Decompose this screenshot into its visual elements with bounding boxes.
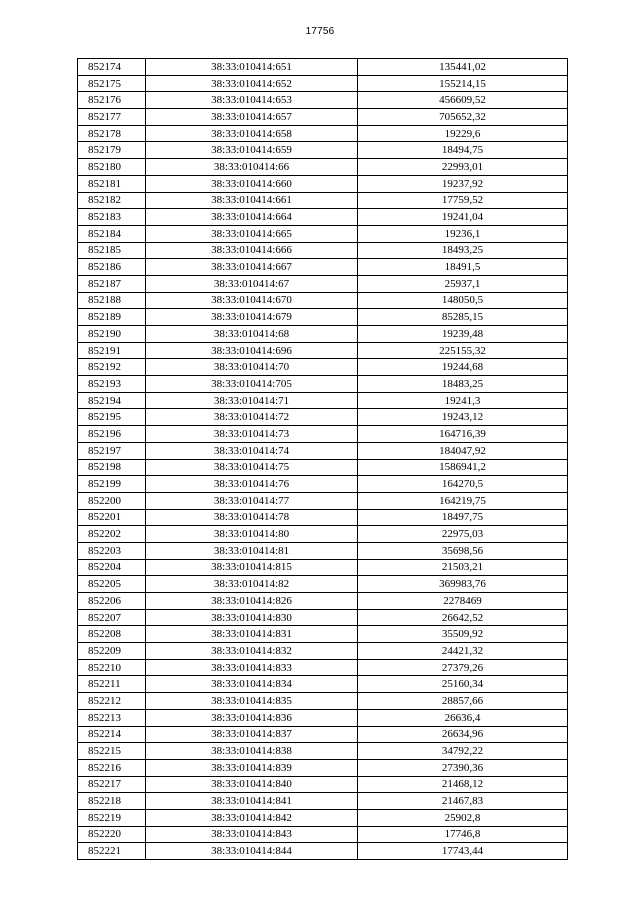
cadastral-number-cell: 38:33:010414:844	[146, 843, 358, 860]
value-cell: 27390,36	[358, 759, 568, 776]
value-cell: 155214,15	[358, 75, 568, 92]
value-cell: 35698,56	[358, 542, 568, 559]
table-row	[78, 542, 568, 559]
row-number-cell: 852192	[78, 359, 146, 376]
cadastral-number-cell: 38:33:010414:830	[146, 609, 358, 626]
row-number-cell: 852177	[78, 109, 146, 126]
table-row	[78, 159, 568, 176]
row-number-cell: 852191	[78, 342, 146, 359]
table-row	[78, 275, 568, 292]
table-row	[78, 59, 568, 76]
table-row	[78, 492, 568, 509]
row-number-cell: 852212	[78, 693, 146, 710]
value-cell: 26636,4	[358, 709, 568, 726]
row-number-cell: 852193	[78, 376, 146, 393]
value-cell: 19229,6	[358, 125, 568, 142]
table-row	[78, 809, 568, 826]
table-row	[78, 843, 568, 860]
cadastral-number-cell: 38:33:010414:68	[146, 326, 358, 343]
value-cell: 85285,15	[358, 309, 568, 326]
table-row	[78, 209, 568, 226]
table-row	[78, 242, 568, 259]
table-row	[78, 476, 568, 493]
cadastral-number-cell: 38:33:010414:836	[146, 709, 358, 726]
row-number-cell: 852216	[78, 759, 146, 776]
row-number-cell: 852203	[78, 542, 146, 559]
table-body	[78, 59, 568, 860]
table-row	[78, 626, 568, 643]
cadastral-number-cell: 38:33:010414:843	[146, 826, 358, 843]
cadastral-number-cell: 38:33:010414:838	[146, 743, 358, 760]
table-row	[78, 75, 568, 92]
row-number-cell: 852207	[78, 609, 146, 626]
value-cell: 19239,48	[358, 326, 568, 343]
cadastral-number-cell: 38:33:010414:73	[146, 426, 358, 443]
cadastral-number-cell: 38:33:010414:67	[146, 275, 358, 292]
value-cell: 35509,92	[358, 626, 568, 643]
row-number-cell: 852184	[78, 225, 146, 242]
row-number-cell: 852182	[78, 192, 146, 209]
cadastral-number-cell: 38:33:010414:835	[146, 693, 358, 710]
value-cell: 25902,8	[358, 809, 568, 826]
cadastral-number-cell: 38:33:010414:670	[146, 292, 358, 309]
value-cell: 19236,1	[358, 225, 568, 242]
row-number-cell: 852187	[78, 275, 146, 292]
cadastral-number-cell: 38:33:010414:826	[146, 593, 358, 610]
table-row	[78, 559, 568, 576]
row-number-cell: 852188	[78, 292, 146, 309]
row-number-cell: 852204	[78, 559, 146, 576]
table-row	[78, 175, 568, 192]
value-cell: 2278469	[358, 593, 568, 610]
cadastral-number-cell: 38:33:010414:837	[146, 726, 358, 743]
row-number-cell: 852217	[78, 776, 146, 793]
table-row	[78, 676, 568, 693]
row-number-cell: 852174	[78, 59, 146, 76]
row-number-cell: 852181	[78, 175, 146, 192]
value-cell: 17759,52	[358, 192, 568, 209]
row-number-cell: 852221	[78, 843, 146, 860]
cadastral-number-cell: 38:33:010414:75	[146, 459, 358, 476]
row-number-cell: 852198	[78, 459, 146, 476]
row-number-cell: 852205	[78, 576, 146, 593]
table-row	[78, 259, 568, 276]
table-row	[78, 693, 568, 710]
cadastral-number-cell: 38:33:010414:80	[146, 526, 358, 543]
cadastral-number-cell: 38:33:010414:665	[146, 225, 358, 242]
value-cell: 18497,75	[358, 509, 568, 526]
table-row	[78, 309, 568, 326]
table-row	[78, 192, 568, 209]
row-number-cell: 852190	[78, 326, 146, 343]
table-row	[78, 142, 568, 159]
table-row	[78, 826, 568, 843]
cadastral-number-cell: 38:33:010414:658	[146, 125, 358, 142]
cadastral-number-cell: 38:33:010414:659	[146, 142, 358, 159]
value-cell: 18493,25	[358, 242, 568, 259]
value-cell: 26642,52	[358, 609, 568, 626]
row-number-cell: 852211	[78, 676, 146, 693]
table-row	[78, 576, 568, 593]
table-row	[78, 659, 568, 676]
row-number-cell: 852201	[78, 509, 146, 526]
row-number-cell: 852194	[78, 392, 146, 409]
value-cell: 225155,32	[358, 342, 568, 359]
cadastral-number-cell: 38:33:010414:81	[146, 542, 358, 559]
value-cell: 18483,25	[358, 376, 568, 393]
cadastral-number-cell: 38:33:010414:831	[146, 626, 358, 643]
row-number-cell: 852196	[78, 426, 146, 443]
row-number-cell: 852178	[78, 125, 146, 142]
table-row	[78, 526, 568, 543]
value-cell: 21467,83	[358, 793, 568, 810]
value-cell: 24421,32	[358, 643, 568, 660]
row-number-cell: 852185	[78, 242, 146, 259]
cadastral-number-cell: 38:33:010414:71	[146, 392, 358, 409]
cadastral-number-cell: 38:33:010414:660	[146, 175, 358, 192]
table-row	[78, 392, 568, 409]
row-number-cell: 852179	[78, 142, 146, 159]
row-number-cell: 852183	[78, 209, 146, 226]
value-cell: 19241,3	[358, 392, 568, 409]
cadastral-number-cell: 38:33:010414:661	[146, 192, 358, 209]
row-number-cell: 852189	[78, 309, 146, 326]
value-cell: 184047,92	[358, 442, 568, 459]
table-row	[78, 509, 568, 526]
value-cell: 22993,01	[358, 159, 568, 176]
table-row	[78, 109, 568, 126]
value-cell: 148050,5	[358, 292, 568, 309]
table-row	[78, 225, 568, 242]
table-row	[78, 409, 568, 426]
cadastral-number-cell: 38:33:010414:842	[146, 809, 358, 826]
value-cell: 164219,75	[358, 492, 568, 509]
row-number-cell: 852200	[78, 492, 146, 509]
cadastral-number-cell: 38:33:010414:664	[146, 209, 358, 226]
table-row	[78, 359, 568, 376]
value-cell: 19241,04	[358, 209, 568, 226]
cadastral-number-cell: 38:33:010414:840	[146, 776, 358, 793]
row-number-cell: 852214	[78, 726, 146, 743]
value-cell: 34792,22	[358, 743, 568, 760]
table-row	[78, 459, 568, 476]
cadastral-number-cell: 38:33:010414:839	[146, 759, 358, 776]
table-row	[78, 709, 568, 726]
row-number-cell: 852210	[78, 659, 146, 676]
table-row	[78, 342, 568, 359]
table-row	[78, 743, 568, 760]
row-number-cell: 852213	[78, 709, 146, 726]
value-cell: 164270,5	[358, 476, 568, 493]
data-table	[77, 58, 568, 860]
row-number-cell: 852176	[78, 92, 146, 109]
value-cell: 22975,03	[358, 526, 568, 543]
row-number-cell: 852208	[78, 626, 146, 643]
table-row	[78, 776, 568, 793]
value-cell: 19243,12	[358, 409, 568, 426]
cadastral-number-cell: 38:33:010414:652	[146, 75, 358, 92]
value-cell: 21468,12	[358, 776, 568, 793]
value-cell: 19237,92	[358, 175, 568, 192]
cadastral-number-cell: 38:33:010414:833	[146, 659, 358, 676]
cadastral-number-cell: 38:33:010414:832	[146, 643, 358, 660]
table-row	[78, 92, 568, 109]
row-number-cell: 852209	[78, 643, 146, 660]
row-number-cell: 852186	[78, 259, 146, 276]
cadastral-number-cell: 38:33:010414:679	[146, 309, 358, 326]
cadastral-number-cell: 38:33:010414:78	[146, 509, 358, 526]
cadastral-number-cell: 38:33:010414:66	[146, 159, 358, 176]
cadastral-number-cell: 38:33:010414:834	[146, 676, 358, 693]
cadastral-number-cell: 38:33:010414:666	[146, 242, 358, 259]
row-number-cell: 852218	[78, 793, 146, 810]
value-cell: 369983,76	[358, 576, 568, 593]
row-number-cell: 852206	[78, 593, 146, 610]
cadastral-number-cell: 38:33:010414:82	[146, 576, 358, 593]
cadastral-number-cell: 38:33:010414:653	[146, 92, 358, 109]
cadastral-number-cell: 38:33:010414:72	[146, 409, 358, 426]
row-number-cell: 852195	[78, 409, 146, 426]
value-cell: 25937,1	[358, 275, 568, 292]
table-row	[78, 609, 568, 626]
cadastral-number-cell: 38:33:010414:705	[146, 376, 358, 393]
row-number-cell: 852219	[78, 809, 146, 826]
cadastral-number-cell: 38:33:010414:76	[146, 476, 358, 493]
value-cell: 19244,68	[358, 359, 568, 376]
cadastral-number-cell: 38:33:010414:815	[146, 559, 358, 576]
row-number-cell: 852199	[78, 476, 146, 493]
cadastral-number-cell: 38:33:010414:74	[146, 442, 358, 459]
value-cell: 18491,5	[358, 259, 568, 276]
value-cell: 25160,34	[358, 676, 568, 693]
table-row	[78, 726, 568, 743]
cadastral-number-cell: 38:33:010414:70	[146, 359, 358, 376]
value-cell: 17746,8	[358, 826, 568, 843]
value-cell: 456609,52	[358, 92, 568, 109]
table-row	[78, 426, 568, 443]
table-row	[78, 326, 568, 343]
value-cell: 26634,96	[358, 726, 568, 743]
table-row	[78, 125, 568, 142]
value-cell: 28857,66	[358, 693, 568, 710]
row-number-cell: 852175	[78, 75, 146, 92]
table-row	[78, 376, 568, 393]
cadastral-number-cell: 38:33:010414:77	[146, 492, 358, 509]
row-number-cell: 852220	[78, 826, 146, 843]
table-row	[78, 759, 568, 776]
table-row	[78, 292, 568, 309]
table-row	[78, 643, 568, 660]
value-cell: 21503,21	[358, 559, 568, 576]
cadastral-number-cell: 38:33:010414:696	[146, 342, 358, 359]
value-cell: 18494,75	[358, 142, 568, 159]
row-number-cell: 852215	[78, 743, 146, 760]
value-cell: 705652,32	[358, 109, 568, 126]
value-cell: 17743,44	[358, 843, 568, 860]
cadastral-number-cell: 38:33:010414:651	[146, 59, 358, 76]
table-row	[78, 793, 568, 810]
table-row	[78, 593, 568, 610]
value-cell: 135441,02	[358, 59, 568, 76]
cadastral-number-cell: 38:33:010414:667	[146, 259, 358, 276]
page-number: 17756	[305, 26, 335, 37]
row-number-cell: 852180	[78, 159, 146, 176]
row-number-cell: 852197	[78, 442, 146, 459]
table-row	[78, 442, 568, 459]
value-cell: 27379,26	[358, 659, 568, 676]
value-cell: 1586941,2	[358, 459, 568, 476]
row-number-cell: 852202	[78, 526, 146, 543]
cadastral-number-cell: 38:33:010414:657	[146, 109, 358, 126]
value-cell: 164716,39	[358, 426, 568, 443]
cadastral-number-cell: 38:33:010414:841	[146, 793, 358, 810]
